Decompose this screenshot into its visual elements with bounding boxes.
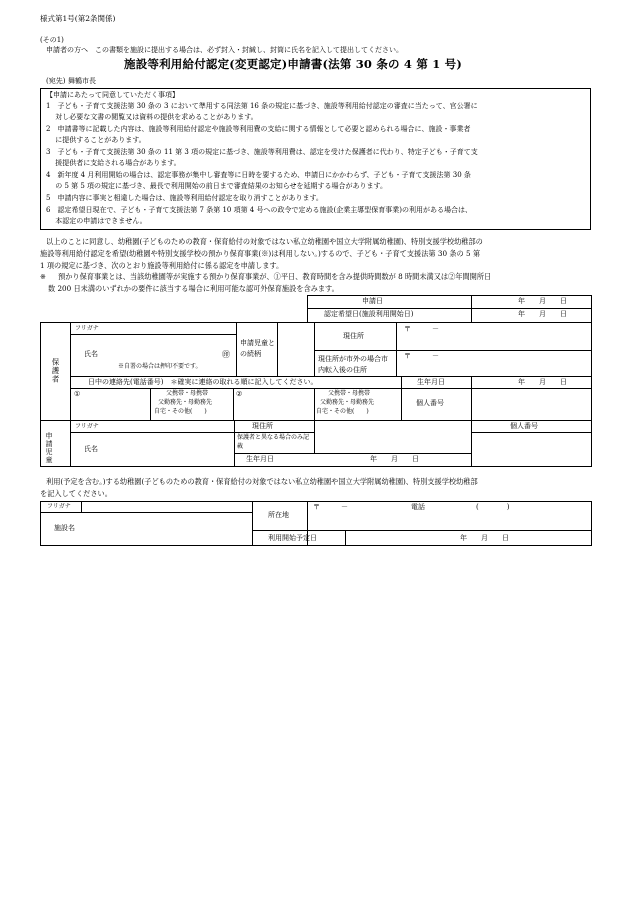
contact-1-option[interactable]: 自宅・その他( ) (154, 408, 207, 415)
notice-line: 1 子ども・子育て支援法第 30 条の 3 において準用する同法第 16 条の規定に基づき、施設等利用給付認定の審査に当たって、官公署に (46, 102, 478, 110)
applicant-note: 申請者の方へ この書類を施設に提出する場合は、必ず封入・封緘し、封筒に氏名を記入して提出してください。 (46, 46, 403, 54)
seal-note: ※自署の場合は押印不要です。 (118, 363, 202, 370)
consent-paragraph-line: 1 項の規定に基づき、次のとおり施設等利用給付に係る認定を申請します。 (40, 261, 284, 270)
page-title: 施設等利用給付認定(変更認定)申請書(法第 30 条の 4 第 1 号) (124, 57, 462, 71)
consent-paragraph-line: 以上のことに同意し、幼稚園(子どものための教育・保育給付の対象ではない私立幼稚園や国立大学附属幼稚園)、特別支援学校幼稚部の (46, 237, 483, 246)
facility-phone-label: 電話 (411, 503, 425, 511)
guardian-birthdate-label: 生年月日 (417, 378, 445, 386)
daytime-contact-label: 日中の連絡先(電話番号) ＊確実に連絡の取れる順に記入してください。 (88, 378, 318, 386)
guardian-birthdate-field[interactable]: 年 月 日 (518, 378, 567, 386)
start-date-field[interactable]: 年 月 日 (460, 534, 509, 542)
notice-line: に提供することがあります。 (46, 136, 146, 144)
child-address-label: 現住所 (252, 422, 273, 430)
application-date-label: 申請日 (362, 297, 383, 305)
child-personal-number-label: 個人番号 (510, 422, 538, 430)
usage-paragraph-line: 利用(予定を含む。)する幼稚園(子どものための教育・保育給付の対象ではない私立幼稚園や国立大学附属幼稚園)、特別支援学校幼稚部 (46, 477, 478, 486)
child-furigana-label: フリガナ (75, 423, 99, 430)
child-birthdate-label: 生年月日 (246, 455, 274, 463)
usage-paragraph-line: を記入してください。 (40, 489, 112, 498)
notice-line: 援提供者に支給される場合があります。 (46, 159, 181, 167)
consent-paragraph-line: 施設等利用給付認定を希望(幼稚園や特別支援学校の預かり保育事業(※)は利用しない。)するので、子ども・子育て支援法第 30 条の 5 第 (40, 249, 481, 258)
contact-1-option[interactable]: 父勤務先・母勤務先 (158, 399, 213, 406)
postal-code-field-2[interactable]: 〒 － (404, 352, 439, 360)
start-date-label: 利用開始予定日 (268, 534, 317, 542)
child-address-note: 保護者と異なる場合のみ記載 (237, 434, 310, 450)
child-name-label: 氏名 (84, 445, 98, 453)
guardian-personal-number-label: 個人番号 (416, 399, 444, 407)
contact-2-option[interactable]: 自宅・その他( ) (316, 408, 369, 415)
note-mark: ※ (40, 272, 47, 281)
facility-name-label: 施設名 (54, 524, 75, 532)
notice-line: 5 申請内容に事実と相違した場合は、施設等利用給付認定を取り消すことがあります。 (46, 194, 323, 202)
postal-code-field[interactable]: 〒 － (404, 325, 439, 333)
addressee: 舞鶴市長 (68, 77, 96, 85)
notice-line: 6 認定希望日現在で、子ども・子育て支援法第 7 条第 10 項第 4 号への政令で定める施設(企業主導型保育事業)の利用がある場合は、 (46, 206, 472, 214)
contact-1-option[interactable]: 父携帯・母携帯 (166, 390, 209, 397)
guardian-name-label: 氏名 (84, 350, 98, 358)
facility-phone-field[interactable]: ( ) (476, 503, 510, 511)
application-date-field[interactable]: 年 月 日 (518, 297, 567, 305)
notice-line: 本認定の申請はできません。 (46, 217, 147, 225)
note-line: 数 200 日未満のいずれかの要件に該当する場合に利用可能な認可外保育施設を含みます。 (48, 284, 339, 293)
notice-line: 2 申請書等に記載した内容は、施設等利用給付認定や施設等利用費の支給に関する情報として必要と認められる場合に、施設・事業者 (46, 125, 471, 133)
form-number: 様式第1号(第2条関係) (40, 14, 116, 23)
addressee-label: (宛先) (46, 77, 66, 85)
desired-date-field[interactable]: 年 月 日 (518, 310, 567, 318)
notice-heading: 【申請にあたって同意していただく事項】 (46, 91, 179, 99)
seal-mark: ㊞ (222, 350, 230, 359)
part-label: (その1) (40, 36, 64, 44)
contact-2-label: ② (236, 390, 243, 398)
guardian-label: 保護者 (51, 358, 60, 384)
facility-postal-field[interactable]: 〒 － (313, 503, 348, 511)
facility-furigana-label: フリガナ (47, 503, 71, 510)
notice-line: 4 新年度 4 月利用開始の場合は、認定事務が集中し審査等に日時を要するため、申請日にかかわらず、子ども・子育て支援法第 30 条 (46, 171, 471, 179)
notice-line: 3 子ども・子育て支援法第 30 条の 11 第 3 項の規定に基づき、施設等利用費は、認定を受けた保護者に代わり、特定子ども・子育て支 (46, 148, 478, 156)
contact-2-option[interactable]: 父勤務先・母勤務先 (320, 399, 375, 406)
relation-label: 申請児童との続柄 (240, 339, 275, 358)
desired-date-label: 認定希望日(施設利用開始日) (324, 310, 414, 318)
outside-city-address-label: 現住所が市外の場合市内転入後の住所 (318, 355, 388, 374)
notice-line: の 5 第 5 項の規定に基づき、最長で利用開始の前日まで審査結果のお知らせを延期する場合があります。 (46, 182, 387, 190)
child-label: 申請児童 (45, 432, 53, 464)
current-address-label: 現住所 (343, 332, 364, 340)
notice-line: 対し必要な文書の閲覧又は資料の提供を求めることがあります。 (46, 113, 258, 121)
facility-location-label: 所在地 (268, 511, 289, 519)
guardian-furigana-label: フリガナ (75, 325, 99, 332)
note-line: 預かり保育事業とは、当該幼稚園等が実施する預かり保育事業が、①平日、教育時間を含み提供時間数が 8 時間未満又は②年間開所日 (58, 272, 492, 281)
child-birthdate-field[interactable]: 年 月 日 (370, 455, 419, 463)
contact-2-option[interactable]: 父携帯・母携帯 (328, 390, 371, 397)
contact-1-label: ① (74, 390, 81, 398)
